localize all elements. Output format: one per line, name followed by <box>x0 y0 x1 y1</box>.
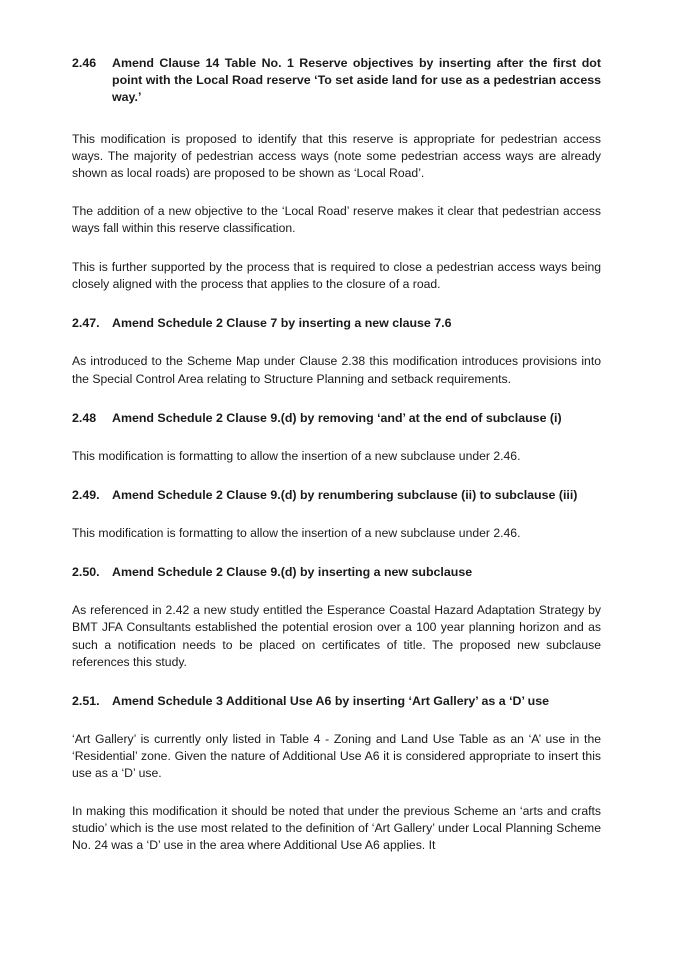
section-title: Amend Schedule 3 Additional Use A6 by inserting ‘Art Gallery’ as a ‘D’ use <box>112 694 550 709</box>
paragraph: This modification is formatting to allow the insertion of a new subclause under 2.46. <box>72 526 521 541</box>
section-heading-2-49 <box>72 487 601 504</box>
section-number: 2.48 <box>72 410 97 425</box>
section-heading-2-51 <box>72 693 601 710</box>
paragraph: The addition of a new objective to the ‘Local Road’ reserve makes it clear that pedestrian access ways fall within this reserve classification. <box>72 203 601 235</box>
paragraph: ‘Art Gallery’ is currently only listed in Table 4 - Zoning and Land Use Table as an ‘A’ use in the ‘Residential’ zone. Given the nature of Additional Use A6 it is considered appropriate to insert this use as a ‘D’ use. <box>72 732 601 781</box>
section-title: Amend Clause 14 Table No. 1 Reserve objectives by inserting after the first dot point with the Local Road reserve ‘To set aside land for use as a pedestrian access way.’ <box>112 56 601 104</box>
section-number: 2.51. <box>72 694 100 709</box>
paragraph: As referenced in 2.42 a new study entitled the Esperance Coastal Hazard Adaptation Strategy by BMT JFA Consultants established the potential erosion over a 100 year planning horizon and as such a notification needs to be placed on certificates of title. The proposed new subclause references this study. <box>72 603 601 669</box>
paragraph: This modification is formatting to allow the insertion of a new subclause under 2.46. <box>72 448 521 463</box>
paragraph: This modification is proposed to identify that this reserve is appropriate for pedestrian access ways. The majority of pedestrian access ways (note some pedestrian access ways are already shown as local roads) are proposed to be shown as ‘Local Road’. <box>72 132 601 181</box>
section-heading-2-48 <box>72 410 601 427</box>
section-heading-2-46 <box>72 55 601 106</box>
section-number: 2.47. <box>72 316 100 331</box>
section-heading-2-50 <box>72 564 601 581</box>
paragraph: As introduced to the Scheme Map under Clause 2.38 this modification introduces provisions into the Special Control Area relating to Structure Planning and setback requirements. <box>72 354 601 386</box>
paragraph: In making this modification it should be noted that under the previous Scheme an ‘arts and crafts studio’ which is the use most related to the definition of ‘Art Gallery’ under Local Planning Scheme No. 24 was a ‘D’ use in the area where Additional Use A6 applies. It <box>72 803 601 853</box>
section-heading-2-47 <box>72 315 601 332</box>
section-title: Amend Schedule 2 Clause 9.(d) by inserting a new subclause <box>112 565 473 580</box>
section-title: Amend Schedule 2 Clause 9.(d) by renumbering subclause (ii) to subclause (iii) <box>112 488 578 503</box>
section-title: Amend Schedule 2 Clause 7 by inserting a new clause 7.6 <box>112 316 452 331</box>
paragraph: This is further supported by the process that is required to close a pedestrian access ways being closely aligned with the process that applies to the closure of a road. <box>72 260 601 292</box>
section-number: 2.46 <box>72 56 97 70</box>
section-number: 2.49. <box>72 488 100 503</box>
section-number: 2.50. <box>72 565 100 580</box>
document-page <box>72 55 601 854</box>
section-title: Amend Schedule 2 Clause 9.(d) by removing ‘and’ at the end of subclause (i) <box>112 410 562 425</box>
